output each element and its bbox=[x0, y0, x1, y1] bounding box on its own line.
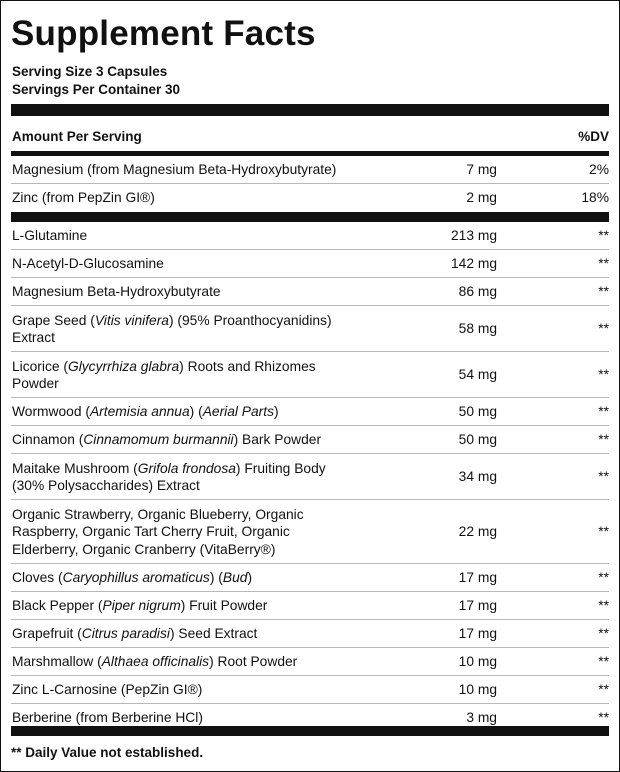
name-text: ) Root Powder bbox=[209, 654, 298, 670]
ingredient-row bbox=[11, 676, 609, 704]
name-text: ) ( bbox=[209, 570, 223, 586]
ingredient-row bbox=[11, 222, 609, 250]
name-text: L-Glutamine bbox=[12, 228, 88, 244]
ingredient-row bbox=[11, 454, 609, 500]
latin-name: Citrus paradisi bbox=[81, 626, 170, 642]
name-text: ) (95% Proanthocyanidins) bbox=[168, 312, 332, 328]
ingredient-amount: 86 mg bbox=[458, 283, 497, 299]
ingredient-name bbox=[12, 227, 397, 245]
name-text: Grapefruit ( bbox=[12, 626, 82, 642]
ingredient-name bbox=[12, 255, 397, 273]
ingredient-name bbox=[12, 569, 397, 587]
name-text: ) ( bbox=[189, 404, 203, 420]
name-text: N-Acetyl-D-Glucosamine bbox=[12, 256, 164, 272]
ingredient-dv: ** bbox=[598, 625, 609, 641]
ingredient-row bbox=[11, 278, 609, 306]
latin-name: Glycyrrhiza glabra bbox=[67, 358, 180, 374]
ingredient-name bbox=[12, 653, 397, 671]
ingredient-dv: ** bbox=[598, 653, 609, 669]
ingredient-row bbox=[11, 184, 609, 212]
ingredient-row bbox=[11, 500, 609, 564]
name-text: Zinc (from PepZin GI®) bbox=[12, 190, 155, 206]
ingredient-amount: 3 mg bbox=[466, 709, 497, 725]
ingredient-dv: ** bbox=[598, 709, 609, 725]
ingredient-amount: 50 mg bbox=[458, 431, 497, 447]
ingredient-dv: ** bbox=[598, 283, 609, 299]
ingredient-amount: 54 mg bbox=[458, 366, 497, 382]
name-text: ) Fruit Powder bbox=[180, 598, 268, 614]
name-text: Maitake Mushroom ( bbox=[12, 460, 138, 476]
ingredient-name bbox=[12, 283, 397, 301]
ingredient-amount: 2 mg bbox=[466, 189, 497, 205]
dv-header-label: %DV bbox=[578, 129, 609, 144]
ingredient-name bbox=[12, 312, 397, 347]
name-text: (30% Polysaccharides) Extract bbox=[12, 478, 200, 493]
name-text: Elderberry, Organic Cranberry (VitaBerry®) bbox=[12, 541, 276, 557]
ingredient-amount: 142 mg bbox=[450, 255, 497, 271]
serving-size: Serving Size 3 Capsules bbox=[12, 64, 168, 79]
name-text: Wormwood ( bbox=[12, 404, 90, 420]
ingredient-dv: ** bbox=[598, 431, 609, 447]
ingredient-name bbox=[12, 460, 397, 495]
ingredient-amount: 34 mg bbox=[458, 468, 497, 484]
name-text: Organic Strawberry, Organic Blueberry, Organic bbox=[12, 506, 304, 522]
ingredient-dv: ** bbox=[598, 227, 609, 243]
ingredient-dv: ** bbox=[598, 366, 609, 382]
ingredient-dv: ** bbox=[598, 523, 609, 539]
name-text: Extract bbox=[12, 330, 55, 345]
name-text: Raspberry, Organic Tart Cherry Fruit, Organic bbox=[12, 524, 290, 540]
latin-name: Piper nigrum bbox=[102, 598, 181, 614]
ingredient-name bbox=[12, 709, 397, 727]
servings-per-container: Servings Per Container 30 bbox=[12, 82, 181, 97]
ingredient-dv: ** bbox=[598, 597, 609, 613]
name-text: Berberine (from Berberine HCl) bbox=[12, 710, 203, 726]
name-text: ) bbox=[274, 404, 279, 420]
name-text: Cloves ( bbox=[12, 570, 63, 586]
ingredient-name bbox=[12, 681, 397, 699]
ingredient-name bbox=[12, 161, 397, 179]
thick-divider-top bbox=[11, 104, 609, 116]
nutrient-rows bbox=[11, 156, 609, 212]
name-text: ) bbox=[247, 570, 253, 586]
daily-value-footnote: ** Daily Value not established. bbox=[11, 745, 204, 760]
ingredient-dv: 18% bbox=[581, 189, 609, 205]
ingredient-name bbox=[12, 625, 397, 643]
ingredient-amount: 17 mg bbox=[458, 625, 497, 641]
name-text: Licorice ( bbox=[12, 358, 68, 374]
latin-name: Caryophillus aromaticus bbox=[62, 570, 210, 586]
ingredient-dv: ** bbox=[598, 468, 609, 484]
name-text: ) Seed Extract bbox=[169, 626, 258, 642]
ingredient-row bbox=[11, 564, 609, 592]
ingredient-dv: ** bbox=[598, 403, 609, 419]
latin-name: Vitis vinifera bbox=[94, 312, 169, 328]
ingredient-dv: ** bbox=[598, 255, 609, 271]
ingredient-dv: ** bbox=[598, 569, 609, 585]
ingredient-amount: 17 mg bbox=[458, 597, 497, 613]
ingredient-amount: 50 mg bbox=[458, 403, 497, 419]
amount-per-serving-label: Amount Per Serving bbox=[12, 129, 142, 144]
ingredient-row bbox=[11, 620, 609, 648]
ingredient-amount: 58 mg bbox=[458, 320, 497, 336]
latin-name: Cinnamomum burmannii bbox=[83, 432, 234, 448]
thick-divider-bottom bbox=[11, 726, 609, 736]
name-text: ) Fruiting Body bbox=[235, 460, 326, 476]
name-text: Zinc L-Carnosine (PepZin GI®) bbox=[12, 682, 203, 698]
ingredient-amount: 7 mg bbox=[466, 161, 497, 177]
name-text: ) Bark Powder bbox=[233, 432, 322, 448]
name-text: Grape Seed ( bbox=[12, 312, 95, 328]
ingredient-amount: 17 mg bbox=[458, 569, 497, 585]
amount-header-row bbox=[12, 129, 609, 144]
latin-name: Grifola frondosa bbox=[137, 460, 236, 476]
latin-name: Althaea officinalis bbox=[101, 654, 210, 670]
ingredient-dv: ** bbox=[598, 681, 609, 697]
ingredient-name bbox=[12, 189, 397, 207]
name-text: Cinnamon ( bbox=[12, 432, 84, 448]
panel-title: Supplement Facts bbox=[11, 14, 316, 53]
ingredient-row bbox=[11, 398, 609, 426]
ingredient-row bbox=[11, 592, 609, 620]
ingredient-amount: 10 mg bbox=[458, 681, 497, 697]
ingredient-amount: 213 mg bbox=[450, 227, 497, 243]
name-text: Magnesium Beta-Hydroxybutyrate bbox=[12, 284, 221, 300]
ingredient-row bbox=[11, 306, 609, 352]
name-text: Powder bbox=[12, 376, 59, 391]
name-text: Magnesium (from Magnesium Beta-Hydroxybutyrate) bbox=[12, 162, 337, 178]
ingredient-name bbox=[12, 597, 397, 615]
ingredient-row bbox=[11, 352, 609, 398]
name-text: Black Pepper ( bbox=[12, 598, 103, 614]
latin-name: Artemisia annua bbox=[89, 404, 190, 420]
ingredient-row bbox=[11, 426, 609, 454]
name-text: Marshmallow ( bbox=[12, 654, 102, 670]
ingredient-amount: 10 mg bbox=[458, 653, 497, 669]
ingredient-name bbox=[12, 506, 397, 559]
ingredient-name bbox=[12, 403, 397, 421]
ingredient-dv: ** bbox=[598, 320, 609, 336]
ingredient-amount: 22 mg bbox=[458, 523, 497, 539]
latin-name: Aerial Parts bbox=[202, 404, 274, 420]
latin-name: Bud bbox=[222, 570, 248, 586]
thick-divider-mid bbox=[11, 212, 609, 222]
ingredient-row bbox=[11, 648, 609, 676]
name-text: ) Roots and Rhizomes bbox=[179, 358, 316, 374]
ingredient-row bbox=[11, 250, 609, 278]
ingredient-rows bbox=[11, 222, 609, 732]
ingredient-dv: 2% bbox=[589, 161, 609, 177]
ingredient-name bbox=[12, 431, 397, 449]
ingredient-row bbox=[11, 156, 609, 184]
ingredient-name bbox=[12, 358, 397, 393]
